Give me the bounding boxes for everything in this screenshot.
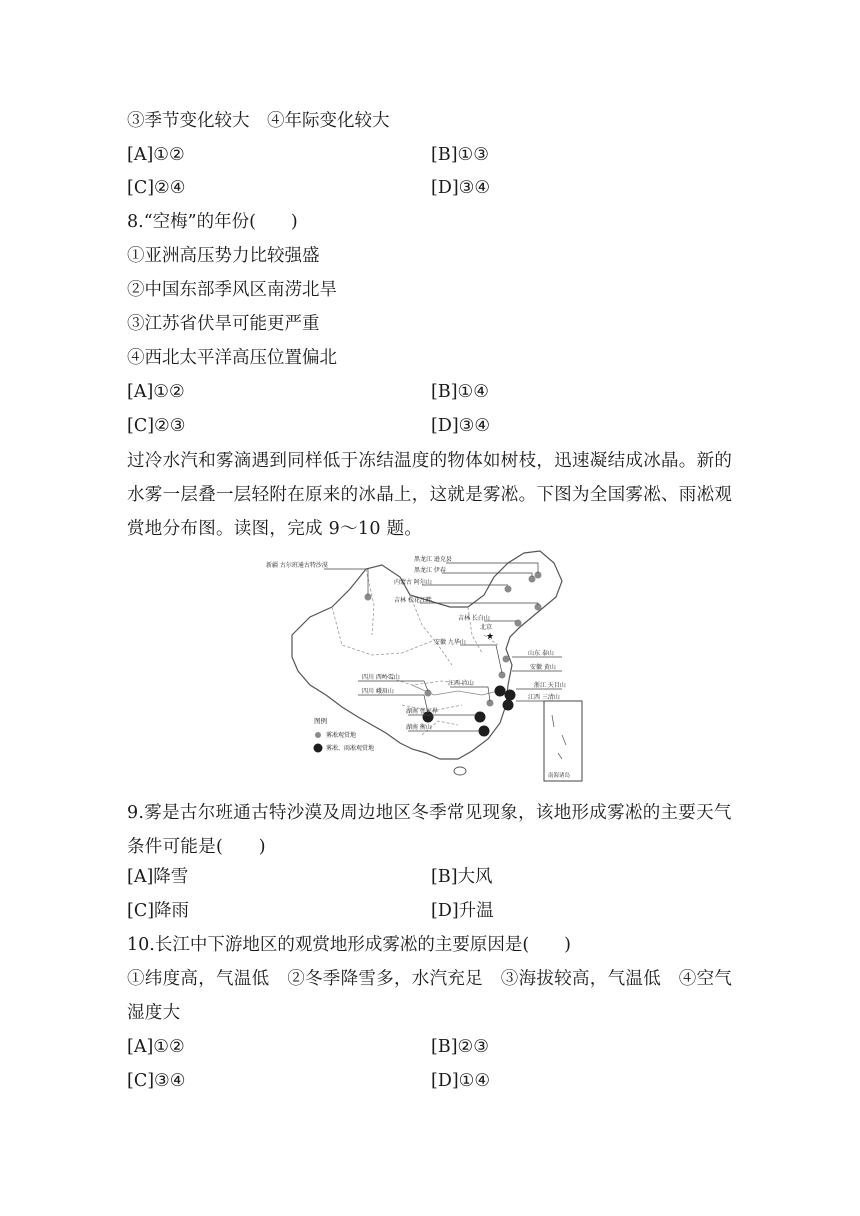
q7-option-b[interactable]: [B]①③ xyxy=(431,145,489,165)
label-jiuhua: 安徽 九华山 xyxy=(434,639,466,646)
q8-option-b[interactable]: [B]①④ xyxy=(431,382,489,402)
q10-option-d[interactable]: [D]①④ xyxy=(431,1071,491,1091)
label-xiling: 四川 西岭雪山 xyxy=(362,674,400,681)
label-emei: 四川 峨眉山 xyxy=(362,688,394,695)
q9-stem: 9.雾是古尔班通古特沙漠及周边地区冬季常见现象，该地形成雾凇的主要天气条件可能是( ) xyxy=(127,803,732,857)
q8-item-4: ④西北太平洋高压位置偏北 xyxy=(127,348,337,368)
q10-option-a[interactable]: [A]①② xyxy=(127,1037,185,1057)
label-hengshan: 湖南 衡山 xyxy=(406,724,432,731)
marker-aershan xyxy=(505,586,512,593)
q10-option-c[interactable]: [C]③④ xyxy=(127,1071,186,1091)
label-aershan: 内蒙古 阿尔山 xyxy=(394,579,432,586)
label-beijing: 北京 xyxy=(480,624,493,631)
label-huangshan: 安徽 黄山 xyxy=(530,664,556,671)
hainan-island xyxy=(454,767,466,775)
china-rime-map xyxy=(262,545,584,785)
q8-option-c[interactable]: [C]②③ xyxy=(127,416,186,436)
q7-option-d[interactable]: [D]③④ xyxy=(431,178,491,198)
legend-title: 图例 xyxy=(314,717,327,725)
q8-option-d[interactable]: [D]③④ xyxy=(431,416,491,436)
q10-option-b[interactable]: [B]②③ xyxy=(431,1037,489,1057)
passage-text: 过冷水汽和雾滴遇到同样低于冻结温度的物体如树枝，迅速凝结成冰晶。新的水雾一层叠一层轻附在原来的冰晶上，这就是雾凇。下图为全国雾凇、雨凇观赏地分布图。读图，完成 9～10 题。 xyxy=(127,451,733,539)
legend-rime-glaze-icon xyxy=(314,744,323,753)
q9-option-c[interactable]: [C]降雨 xyxy=(127,901,190,921)
label-taishan: 山东 泰山 xyxy=(528,650,554,657)
label-changbai: 吉林 长白山 xyxy=(458,615,490,622)
q8-item-2: ②中国东部季风区南涝北旱 xyxy=(127,280,337,300)
q8-item-3: ③江苏省伏旱可能更严重 xyxy=(127,314,320,334)
marker-zhangjiajie xyxy=(475,712,486,723)
nanhai-inset xyxy=(544,701,582,781)
q9-option-d[interactable]: [D]升温 xyxy=(431,901,494,921)
label-lushan: 江西 庐山 xyxy=(448,680,474,687)
q7-stem-tail: ③季节变化较大 ④年际变化较大 xyxy=(127,111,390,131)
marker-taishan xyxy=(503,656,510,663)
q9-option-a[interactable]: [A]降雪 xyxy=(127,867,189,887)
q8-item-1: ①亚洲高压势力比较强盛 xyxy=(127,246,320,266)
leader-lines xyxy=(324,563,562,731)
q8-option-a[interactable]: [A]①② xyxy=(127,382,185,402)
label-songhua: 吉林 松花江畔 xyxy=(394,597,432,604)
q10-items: ①纬度高，气温低 ②冬季降雪多，水汽充足 ③海拔较高，气温低 ④空气湿度大 xyxy=(127,969,733,1023)
q8-stem: 8.“空梅”的年份( ) xyxy=(127,212,298,232)
q7-option-a[interactable]: [A]①② xyxy=(127,145,185,165)
label-xunke: 黑龙江 逊克县 xyxy=(414,556,452,563)
marker-huangshan xyxy=(495,686,506,697)
beijing-star-icon: ★ xyxy=(486,632,495,642)
legend-rime-icon xyxy=(315,732,321,738)
marker-hengshan xyxy=(479,726,490,737)
legend-rime-label: 雾凇观赏地 xyxy=(326,732,357,739)
q7-option-c[interactable]: [C]②④ xyxy=(127,178,186,198)
marker-changbai xyxy=(515,620,522,627)
q9-option-b[interactable]: [B]大风 xyxy=(431,867,493,887)
label-zhangjiajie: 湖南 张家界 xyxy=(406,708,438,715)
label-yichun: 黑龙江 伊春 xyxy=(414,567,446,574)
legend-rime-glaze-label: 雾凇、雨凇观赏地 xyxy=(326,745,375,752)
marker-tianmu xyxy=(505,690,516,701)
nanhai-label: 南海诸岛 xyxy=(548,773,571,779)
q10-stem: 10.长江中下游地区的观赏地形成雾凇的主要原因是( ) xyxy=(127,935,571,955)
label-sanqing: 江西 三清山 xyxy=(528,694,560,701)
label-tianmu-text: 浙江 天目山 xyxy=(534,682,566,689)
marker-sanqing xyxy=(503,700,514,711)
label-xinjiang: 新疆 古尔班通古特沙漠 xyxy=(266,562,328,569)
